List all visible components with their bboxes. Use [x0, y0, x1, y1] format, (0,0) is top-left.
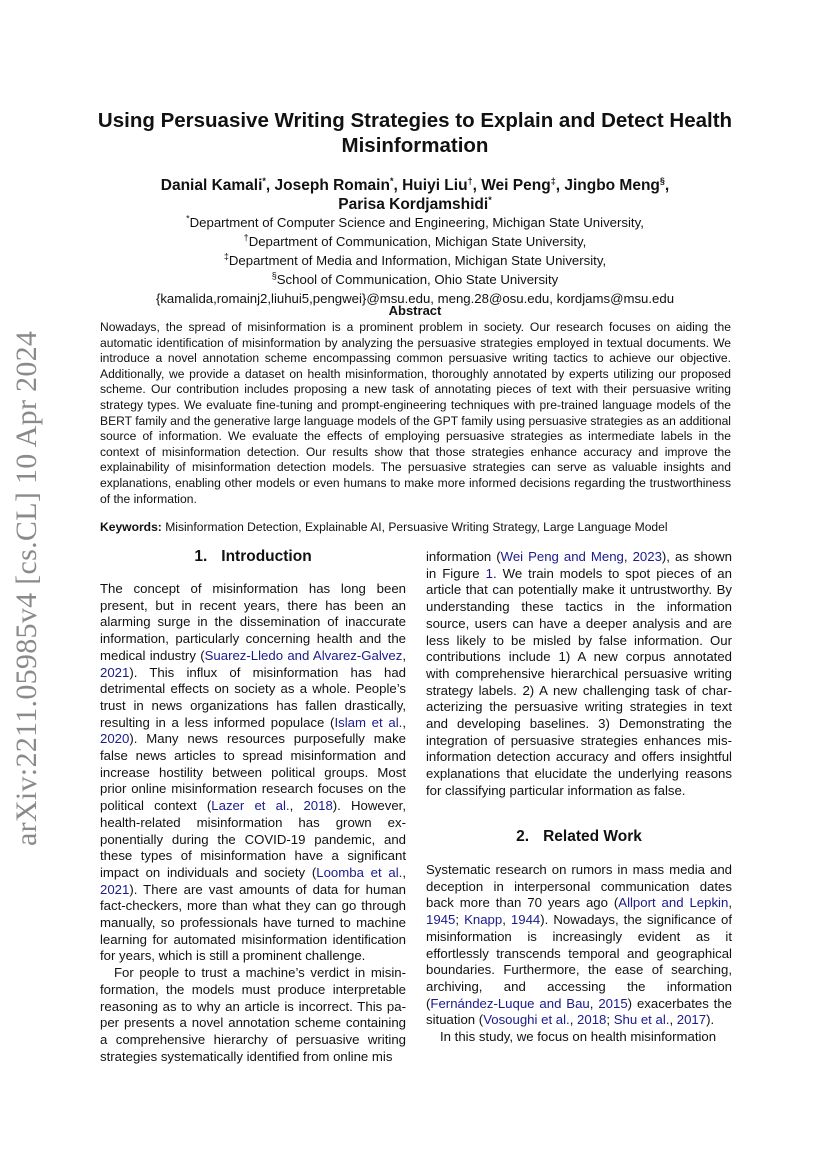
right-column-top [426, 549, 732, 800]
citation-link[interactable]: 1945 [426, 912, 456, 928]
intro-paragraph-1: The concept of misinformation has long been present, but in recent years, there has been an alarming surge in the dissemination of inaccurate information, particularly concerning health and the medical industry (Suarez-Lledo and Alvarez-Galvez, 2021). This influx of misinformation has had detrimental effects on society as a whole. People’s trust in news organizations has fallen drastically, resulting in a less informed populace (Islam et al., 2020). Many news resources purposefully make false news articles to spread misinformation and increase hostility between political groups. Most prior online misinformation research focuses on the political context (Lazer et al., 2018). However, health-related misinformation has grown exponentially during the COVID-19 pandemic, and these types of misinformation have a significant impact on individuals and society (Loomba et al., 2021). There are vast amounts of data for human fact-checkers, more than what they can go through manually, so professionals have turned to machine learning for automated misinformation identification for years, which is still a prominent challenge. [100, 581, 406, 964]
affiliation-mark: † [243, 232, 249, 243]
abstract-heading: Abstract [388, 303, 442, 318]
author-name: Wei Peng [481, 177, 551, 194]
affiliation-mark: * [488, 194, 492, 205]
citation-link[interactable]: Shu et al. [613, 1012, 670, 1028]
citation-link[interactable]: 2020 [100, 731, 130, 747]
citation-link[interactable]: Suarez-Lledo and Alvarez-Galvez [204, 647, 403, 663]
author-name: Huiyi Liu [402, 177, 468, 194]
citation-link[interactable]: 2018 [303, 798, 333, 814]
citation-link[interactable]: Wei Peng and Meng [500, 549, 624, 564]
citation-link[interactable]: 1944 [510, 912, 541, 928]
citation-link[interactable]: 2021 [100, 664, 130, 680]
affiliation-mark: § [271, 270, 277, 281]
section-heading-related-work [426, 828, 732, 846]
citation-link[interactable]: Vosoughi et al. [483, 1012, 570, 1028]
right-column-bottom [426, 862, 732, 1046]
intro-paragraph-2-continued: information (Wei Peng and Meng, 2023), as shown in Figure 1. We train models to spot pieces of an article that can potentially make it untrustworthy. By understanding these tactics in the information source, users can have a deeper analysis and are less likely to be misled by false information. Our contributions include 1) A new corpus annotated with comprehensive hierarchical persuasive writing strategy labels. 2) A new challenging task of characterizing the persuasive writing strategies in text and developing baselines. 3) Demonstrating the integration of persuasive strategies enhances misinformation detection accuracy and offers insightful explanations that elucidate the underlying reasons for classifying particular information as false. [426, 549, 733, 798]
citation-link[interactable]: Knapp [464, 912, 503, 928]
affiliation-mark: ‡ [223, 251, 229, 262]
keywords-text: Misinformation Detection, Explainable AI, Persuasive Writing Strategy, Large Language Model [161, 520, 668, 534]
affiliation-line: †Department of Communication, Michigan State University, [243, 232, 587, 249]
section-heading-introduction [100, 548, 406, 566]
citation-link[interactable]: Islam et al. [334, 714, 403, 730]
affiliation-mark: * [389, 175, 394, 186]
author-name: Joseph Romain [274, 177, 390, 194]
abstract-text: Nowadays, the spread of misinformation is a prominent problem in society. Our research focuses on aiding the automatic identification of misinformation by analyzing the persuasive strategies employed in textual documents. We introduce a novel annotation scheme encompassing common persuasive writing tactics to achieve our objective. Additionally, we provide a dataset on health misinformation, thoroughly annotated by experts utilizing our proposed scheme. Our contribution includes proposing a new task of annotating pieces of text with their persuasive writing strategy types. We evaluate fine-tuning and prompt-engineering techniques with pre-trained language models of the BERT family and the generative large language models of the GPT family using persuasive strategies as an additional source of information. We evaluate the effects of employing persuasive strategies as intermediate labels in the context of misinformation detection. Our results show that those strategies enhance accuracy and improve the explainability of misinformation detection models. The persuasive strategies can serve as valuable insights and explanations, enabling other models or even humans to make more informed decisions regarding the trustworthiness of the information. [100, 320, 731, 506]
affiliation-mark: * [186, 213, 190, 224]
affiliation-line: §School of Communication, Ohio State University [271, 270, 559, 287]
citation-link[interactable]: 2017 [676, 1012, 707, 1028]
author-name: Danial Kamali [160, 177, 263, 194]
citation-link[interactable]: Allport and Lepkin [618, 895, 729, 911]
citation-link[interactable]: 2018 [577, 1012, 607, 1028]
affiliation-mark: † [467, 175, 473, 186]
citation-link[interactable]: Lazer et al. [211, 798, 290, 814]
section-title: Introduction [221, 548, 312, 565]
paper-title: Using Persuasive Writing Strategies to Explain and Detect Health Misinformation [97, 109, 733, 157]
author-name: Jingbo Meng [564, 177, 660, 194]
affiliation-line: *Department of Computer Science and Engineering, Michigan State University, [186, 213, 644, 230]
left-column [100, 581, 406, 1065]
related-paragraph-1: Systematic research on rumors in mass media and deception in interpersonal communication dates back more than 70 years ago (Allport and Lepkin, 1945; Knapp, 1944). Nowadays, the significance of misinformation is increasingly evident as it effortlessly transcends temporal and geographical boundaries. Furthermore, the ease of searching, archiving, and accessing the information (Fernández-Luque and Bau, 2015) exacerbates the situation (Vosoughi et al., 2018; Shu et al., 2017). [426, 862, 733, 1028]
section-number: 2. [516, 828, 530, 845]
author-list: Danial Kamali*, Joseph Romain*, Huiyi Liu†, Wei Peng‡, Jingbo Meng§, Parisa Kordjamshidi* [160, 175, 670, 213]
affiliation-mark: ‡ [550, 175, 556, 186]
related-paragraph-2: In this study, we focus on health misinformation [440, 1029, 717, 1045]
section-number: 1. [194, 548, 208, 565]
keywords-label: Keywords: [100, 520, 162, 534]
citation-link[interactable]: 1 [485, 565, 493, 581]
keywords-line [100, 520, 740, 535]
affiliation-list [90, 213, 740, 308]
affiliation-mark: * [262, 175, 266, 186]
citation-link[interactable]: 2023 [632, 549, 662, 564]
section-title: Related Work [543, 828, 642, 845]
intro-paragraph-2: For people to trust a machine’s verdict in misinformation, the models must produce interpretable reasoning as to why an article is incorrect. This paper presents a novel annotation scheme containing a comprehensive hierarchy of persuasive writing strategies systematically identified from online mis [100, 965, 406, 1064]
citation-link[interactable]: 2021 [100, 881, 130, 897]
author-name: Parisa Kordjamshidi [338, 196, 489, 213]
citation-link[interactable]: 2015 [598, 995, 628, 1011]
author-emails: {kamalida,romainj2,liuhui5,pengwei}@msu.edu, meng.28@osu.edu, kordjams@msu.edu [155, 291, 675, 306]
affiliation-mark: § [659, 175, 665, 186]
citation-link[interactable]: Loomba et al. [316, 864, 403, 880]
affiliation-line: ‡Department of Media and Information, Michigan State University, [223, 251, 607, 268]
arxiv-identifier-stamp: arXiv:2211.05985v4 [cs.CL] 10 Apr 2024 [10, 330, 43, 846]
citation-link[interactable]: Fernández-Luque and Bau [430, 995, 590, 1011]
